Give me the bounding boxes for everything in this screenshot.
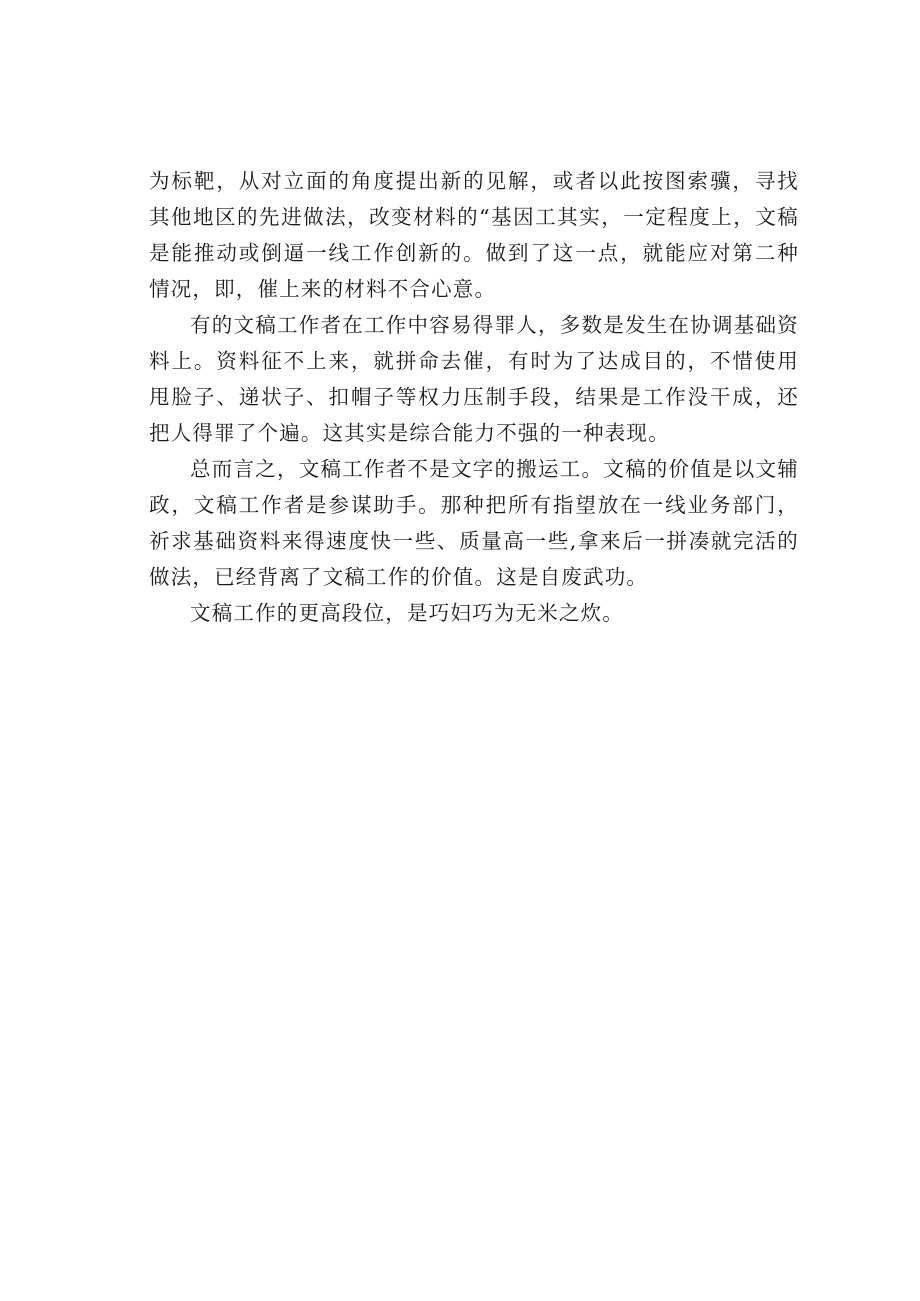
document-body: [149, 163, 799, 631]
paragraph-summary: 总而言之，文稿工作者不是文字的搬运工。文稿的价值是以文辅政，文稿工作者是参谋助手。那种把所有指望放在一线业务部门，祈求基础资料来得速度快一些、质量高一些,拿来后一拼凑就完活的做法，已经背离了文稿工作的价值。这是自废武功。: [149, 457, 799, 589]
paragraph-offending-people: 有的文稿工作者在工作中容易得罪人，多数是发生在协调基础资料上。资料征不上来，就拼命去催，有时为了达成目的，不惜使用甩脸子、递状子、扣帽子等权力压制手段，结果是工作没干成，还把人得罪了个遍。这其实是综合能力不强的一种表现。: [149, 313, 799, 445]
paragraph-continuation: 为标靶，从对立面的角度提出新的见解，或者以此按图索骥，寻找其他地区的先进做法，改变材料的“基因工其实，一定程度上，文稿是能推动或倒逼一线工作创新的。做到了这一点，就能应对第二种情况，即，催上来的材料不合心意。: [149, 169, 799, 301]
paragraph-conclusion: 文稿工作的更高段位，是巧妇巧为无米之炊。: [190, 601, 624, 625]
